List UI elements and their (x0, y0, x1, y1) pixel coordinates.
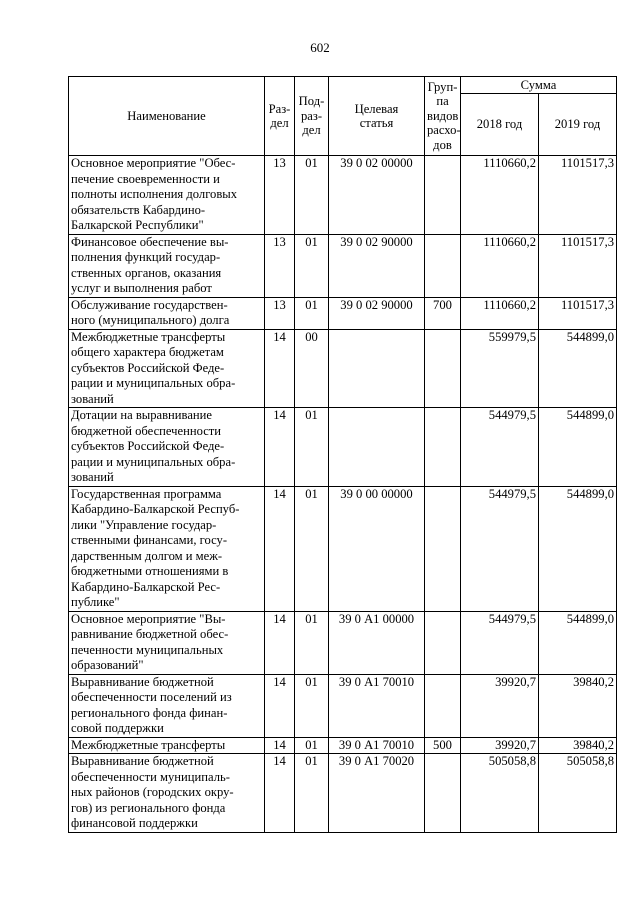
cell-podrazdel: 01 (295, 297, 329, 329)
table-row (69, 754, 617, 833)
cell-2018: 544979,5 (461, 408, 539, 487)
cell-podrazdel: 01 (295, 156, 329, 235)
cell-celevaya: 39 0 02 90000 (329, 297, 425, 329)
cell-name: Выравнивание бюджетной обеспеченности муниципаль- ных районов (городских окру- гов) из регионального фонда финансовой поддержки (69, 754, 265, 833)
cell-name: Основное мероприятие "Вы- равнивание бюджетной обес- печенности муниципальных образований" (69, 611, 265, 674)
cell-2018: 1110660,2 (461, 234, 539, 297)
table-row (69, 674, 617, 737)
cell-vid (425, 408, 461, 487)
cell-razdel: 13 (265, 234, 295, 297)
cell-2019: 544899,0 (539, 408, 617, 487)
cell-vid: 700 (425, 297, 461, 329)
header-summa: Сумма (461, 77, 617, 94)
cell-2018: 505058,8 (461, 754, 539, 833)
cell-2019: 1101517,3 (539, 297, 617, 329)
cell-podrazdel: 01 (295, 611, 329, 674)
cell-podrazdel: 01 (295, 408, 329, 487)
cell-razdel: 14 (265, 611, 295, 674)
cell-2019: 505058,8 (539, 754, 617, 833)
cell-name: Обслуживание государствен- ного (муниципального) долга (69, 297, 265, 329)
cell-razdel: 14 (265, 737, 295, 754)
page-number: 602 (310, 40, 330, 55)
table-row (69, 234, 617, 297)
header-razdel: Раз- дел (265, 77, 295, 156)
cell-2018: 39920,7 (461, 737, 539, 754)
cell-vid (425, 674, 461, 737)
cell-podrazdel: 01 (295, 754, 329, 833)
cell-2018: 544979,5 (461, 486, 539, 611)
header-celevaya: Целевая статья (329, 77, 425, 156)
cell-2018: 1110660,2 (461, 156, 539, 235)
table-body (69, 156, 617, 833)
table-row (69, 737, 617, 754)
cell-2018: 1110660,2 (461, 297, 539, 329)
cell-vid (425, 611, 461, 674)
cell-podrazdel: 00 (295, 329, 329, 408)
cell-podrazdel: 01 (295, 486, 329, 611)
cell-razdel: 14 (265, 754, 295, 833)
header-vid: Груп- па видов расхо- дов (425, 77, 461, 156)
cell-celevaya: 39 0 А1 70020 (329, 754, 425, 833)
cell-name: Государственная программа Кабардино-Балкарской Респуб- лики "Управление государ- ственными финансами, госу- дарственным долгом и меж- бюджетными отношениями в Кабардино-Балкарской Рес- публике" (69, 486, 265, 611)
cell-vid (425, 156, 461, 235)
table-row (69, 329, 617, 408)
cell-2019: 39840,2 (539, 737, 617, 754)
cell-2019: 544899,0 (539, 329, 617, 408)
budget-table (68, 76, 617, 833)
cell-2019: 1101517,3 (539, 156, 617, 235)
cell-vid: 500 (425, 737, 461, 754)
cell-vid (425, 234, 461, 297)
cell-podrazdel: 01 (295, 674, 329, 737)
table-row (69, 611, 617, 674)
cell-vid (425, 486, 461, 611)
cell-vid (425, 754, 461, 833)
cell-2018: 544979,5 (461, 611, 539, 674)
cell-celevaya: 39 0 А1 00000 (329, 611, 425, 674)
cell-razdel: 14 (265, 486, 295, 611)
cell-name: Основное мероприятие "Обес- печение своевременности и полноты исполнения долговых обязательств Кабардино- Балкарской Республики" (69, 156, 265, 235)
cell-celevaya: 39 0 02 00000 (329, 156, 425, 235)
header-2019: 2019 год (539, 94, 617, 156)
header-name: Наименование (69, 77, 265, 156)
cell-2018: 559979,5 (461, 329, 539, 408)
cell-razdel: 13 (265, 156, 295, 235)
cell-name: Дотации на выравнивание бюджетной обеспеченности субъектов Российской Феде- рации и муниципальных обра- зований (69, 408, 265, 487)
cell-celevaya: 39 0 02 90000 (329, 234, 425, 297)
cell-podrazdel: 01 (295, 737, 329, 754)
cell-celevaya (329, 329, 425, 408)
cell-razdel: 13 (265, 297, 295, 329)
cell-razdel: 14 (265, 674, 295, 737)
cell-name: Выравнивание бюджетной обеспеченности поселений из регионального фонда финан- совой поддержки (69, 674, 265, 737)
table-row (69, 408, 617, 487)
cell-celevaya: 39 0 00 00000 (329, 486, 425, 611)
cell-2019: 1101517,3 (539, 234, 617, 297)
cell-2019: 39840,2 (539, 674, 617, 737)
header-2018: 2018 год (461, 94, 539, 156)
cell-2018: 39920,7 (461, 674, 539, 737)
header-podrazdel: Под- раз- дел (295, 77, 329, 156)
cell-name: Финансовое обеспечение вы- полнения функций государ- ственных органов, оказания услуг и выполнения работ (69, 234, 265, 297)
cell-name: Межбюджетные трансферты (69, 737, 265, 754)
cell-celevaya (329, 408, 425, 487)
cell-celevaya: 39 0 А1 70010 (329, 674, 425, 737)
cell-2019: 544899,0 (539, 611, 617, 674)
table-row (69, 486, 617, 611)
cell-celevaya: 39 0 А1 70010 (329, 737, 425, 754)
cell-razdel: 14 (265, 408, 295, 487)
cell-2019: 544899,0 (539, 486, 617, 611)
table-row (69, 297, 617, 329)
cell-name: Межбюджетные трансферты общего характера бюджетам субъектов Российской Феде- рации и муниципальных обра- зований (69, 329, 265, 408)
cell-podrazdel: 01 (295, 234, 329, 297)
cell-razdel: 14 (265, 329, 295, 408)
cell-vid (425, 329, 461, 408)
table-row (69, 156, 617, 235)
